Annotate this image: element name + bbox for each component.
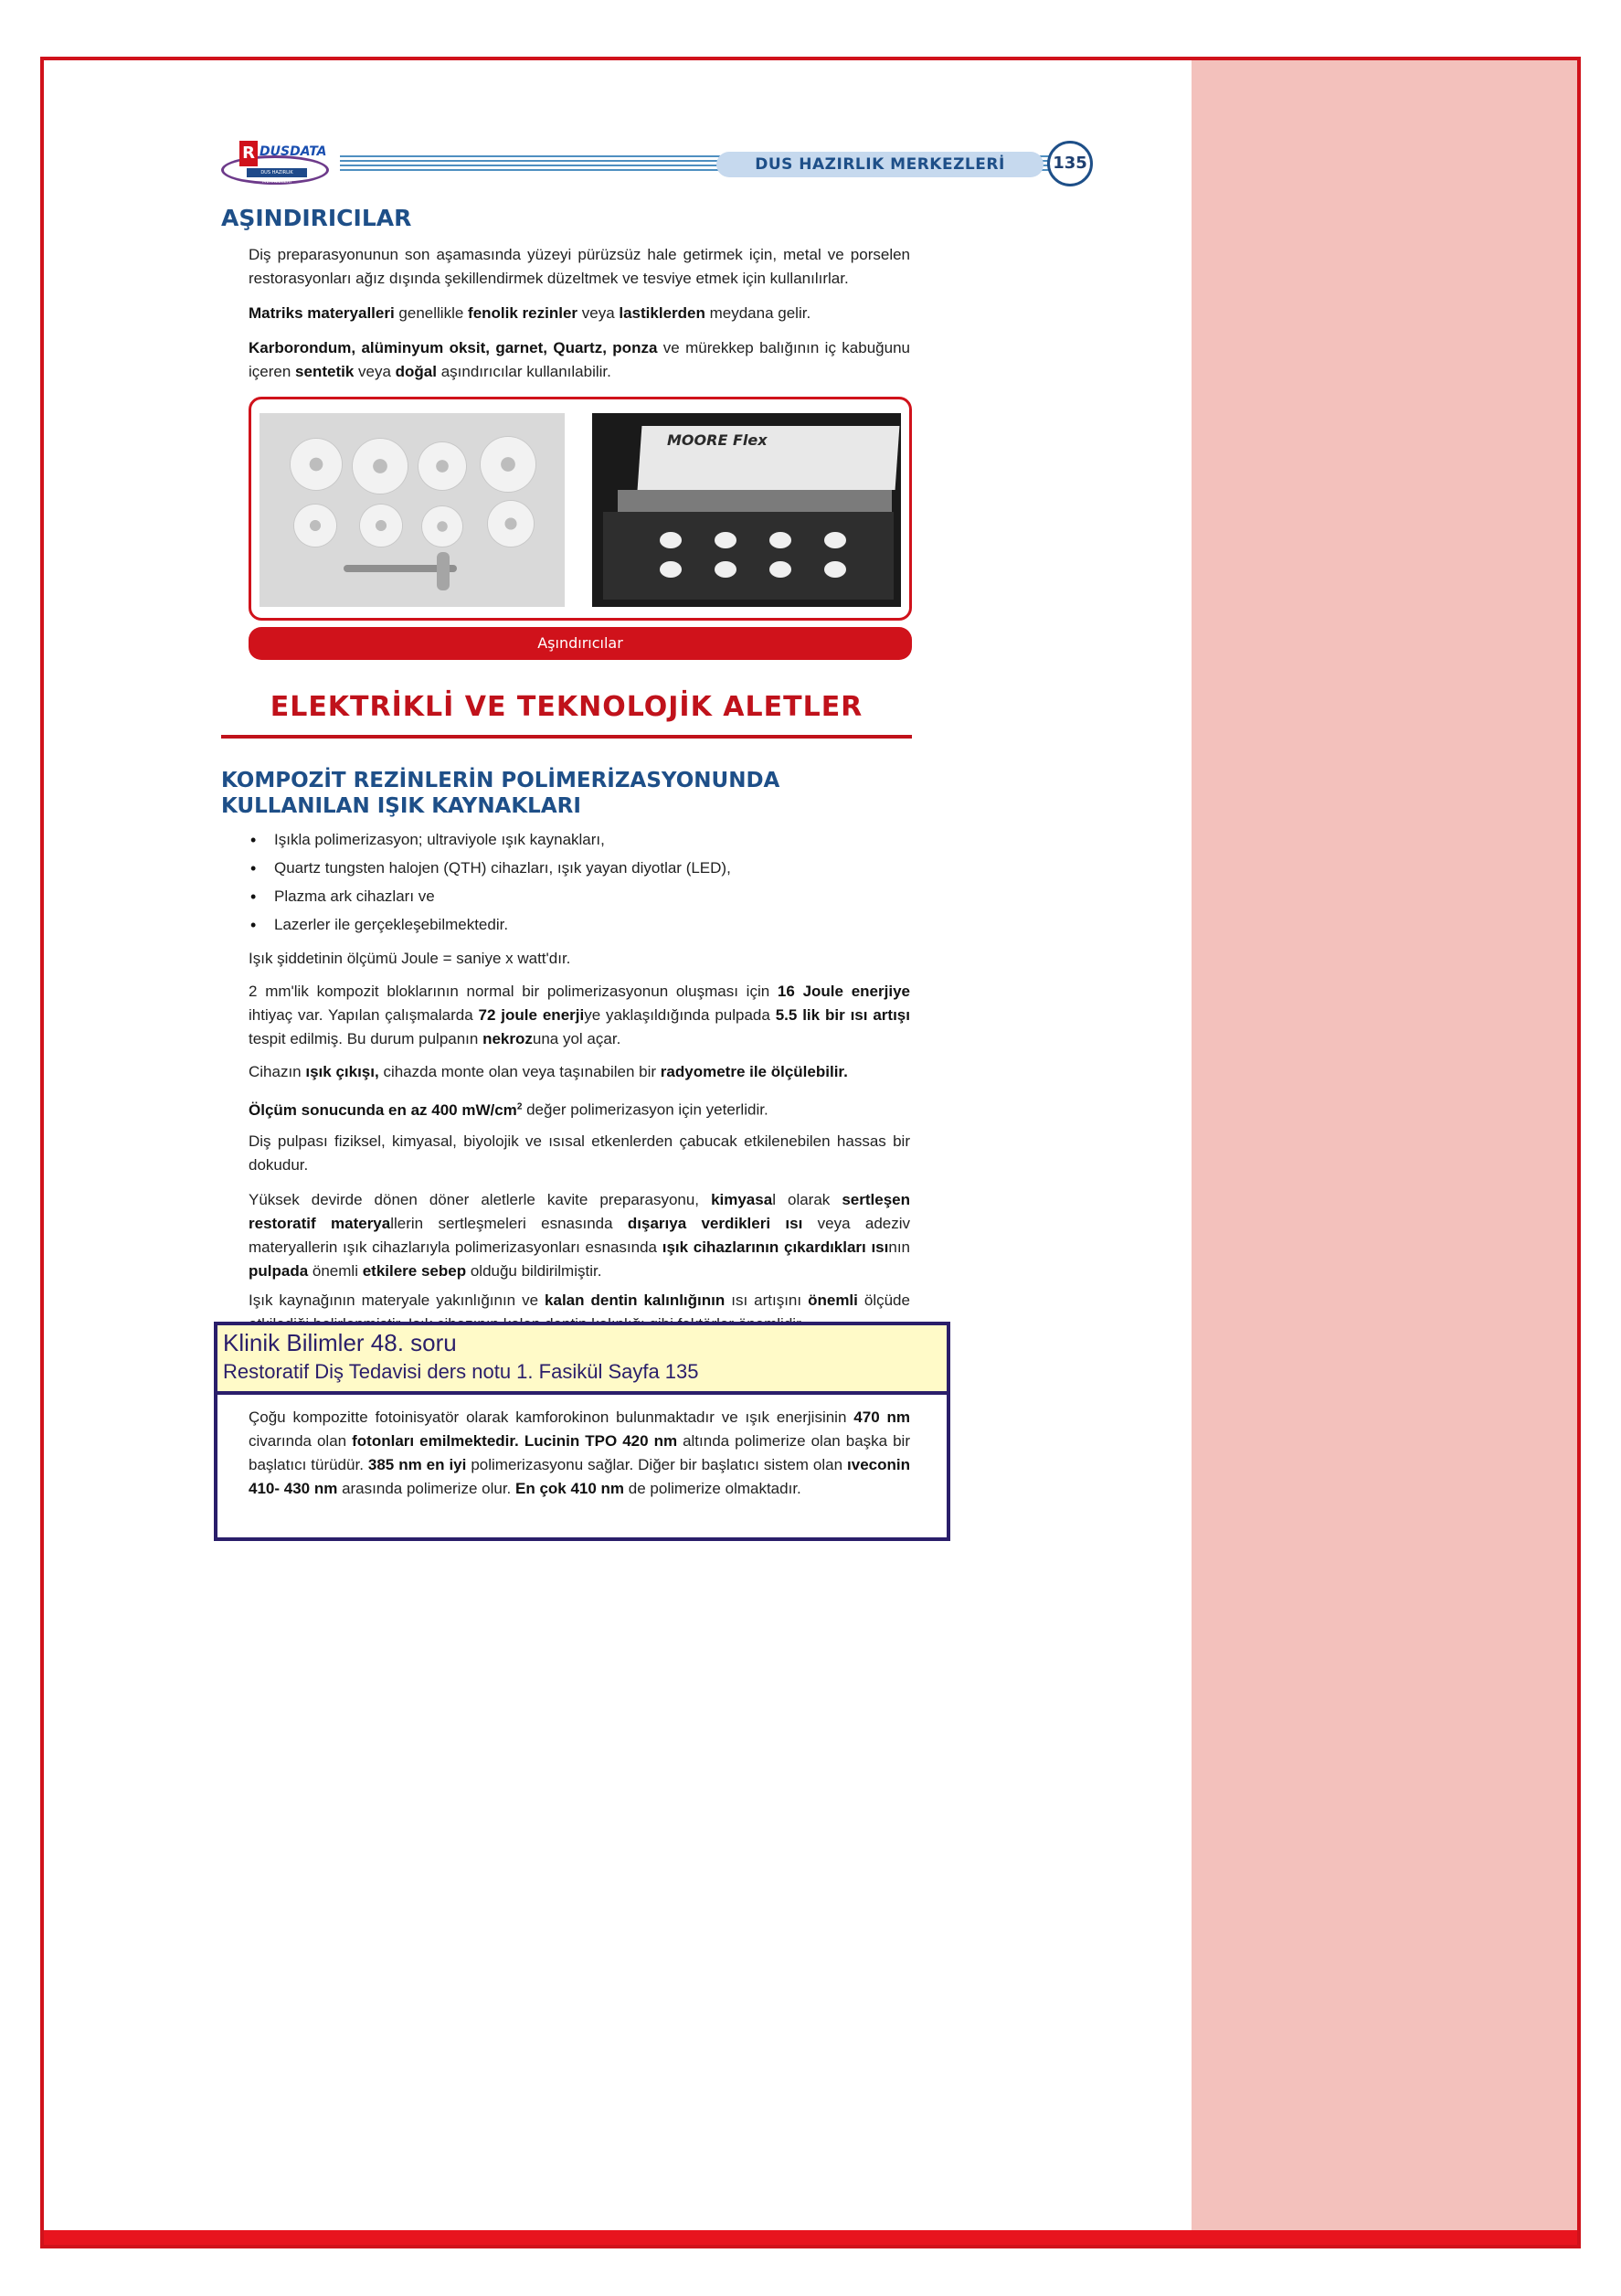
figure-caption: Aşındırıcılar [249,627,912,660]
question-answer-text: Çoğu kompozitte fotoinisyatör olarak kamforokinon bulunmaktadır ve ışık enerjisinin 470 nm civarında olan fotonları emilmektedir. Lucinin TPO 420 nm altında polimerize olan başka bir başlatıcı türüdür. 385 nm en iyi polimerizasyonu sağlar. Diğer bir başlatıcı sistem olan ıveconin 410- 430 nm arasında polimerize olur. En çok 410 nm de polimerize olmaktadır. [249,1408,911,1497]
paragraph: Işık kaynağının materyale yakınlığının ve kalan dentin kalınlığının ısı artışını önemli ölçüde [249,1292,910,1309]
list-item: • Plazma ark cihazları ve [274,885,936,913]
list-item: • Quartz tungsten halojen (QTH) cihazları, ışık yayan diyotlar (LED), [274,856,936,885]
logo-text: DUSDATA [260,144,327,159]
paragraph: Matriks materyalleri genellikle fenolik rezinler veya lastiklerden meydana gelir. [249,304,811,322]
subsection-title-line: KULLANILAN IŞIK KAYNAKLARI [221,794,581,818]
logo-subtitle: DUS HAZIRLIK MERKEZLERİ [247,168,307,177]
disc [824,561,846,578]
disc [488,501,534,547]
page-number: 135 [1047,141,1093,186]
paragraph: 2 mm'lik kompozit bloklarının normal bir polimerizasyonun oluşması için 16 Joule enerjiye ihtiyaç var. Yapılan çalışmalarda 72 joule enerjiye yaklaşıldığında pulpada 5.5 lik bir ısı artışı tespit edilmiş. Bu durum pulpanın nekrozuna yol açar. [249,983,910,1047]
disc [824,532,846,548]
disc [481,437,535,492]
disc [660,532,682,548]
section-title-asindiricilar: AŞINDIRICILAR [221,205,412,231]
question-title: Klinik Bilimler 48. soru [223,1329,457,1356]
chapter-title: ELEKTRİKLİ VE TEKNOLOJİK ALETLER [270,691,863,723]
paragraph: Diş preparasyonunun son aşamasında yüzeyi pürüzsüz hale getirmek için, metal ve porselen restorasyonları ağız dışında şekillendirmek düzeltmek ve tesviye etmek için kullanılırlar. [249,246,910,287]
disc [422,506,462,547]
bottom-bar [44,2230,1577,2245]
list-item: • Işıkla polimerizasyon; ultraviyole ışık kaynakları, [274,828,936,856]
mandrel-head [437,552,450,590]
question-source: Restoratif Diş Tedavisi ders notu 1. Fasikül Sayfa 135 [223,1360,699,1383]
paragraph: Yüksek devirde dönen döner aletlerle kavite preparasyonu, kimyasal olarak sertleşen restoratif materyallerin sertleşmeleri esnasında dışarıya verdikleri ısı veya adeziv materyallerin ışık cihazlarıyla polimerizasyonları esnasında ışık cihazlarının çıkardıkları ısının pulpada önemli etkilere sebep olduğu bildirilmiştir. [249,1191,911,1280]
paragraph: Diş pulpası fiziksel, kimyasal, biyolojik ve ısısal etkenlerden çabucak etkilenebilen hassas bir dokudur. [249,1132,910,1174]
disc [660,561,682,578]
paragraph: Cihazın ışık çıkışı, cihazda monte olan veya taşınabilen bir radyometre ile ölçülebilir. [249,1063,848,1080]
header-label: DUS HAZIRLIK MERKEZLERİ [716,152,1044,177]
bullet-list [249,828,936,941]
list-item: • Lazerler ile gerçekleşebilmektedir. [274,913,936,941]
disc [360,505,402,547]
dusdata-logo [219,137,334,190]
subsection-title [221,768,779,819]
disc [291,439,342,490]
side-panel [1192,60,1577,2245]
kit-tray [603,512,894,600]
paragraph: Karborondum, alüminyum oksit, garnet, Quartz, ponza ve mürekkep balığının iç kabuğunu içeren sentetik veya doğal aşındırıcılar kullanılabilir. [249,339,910,380]
disc [418,442,466,490]
disc [294,505,336,547]
disc [353,439,408,494]
paragraph: Işık şiddetinin ölçümü Joule = saniye x watt'dır. [249,950,571,967]
paragraph: Ölçüm sonucunda en az 400 $mW/cm^2$ değer polimerizasyon için yeterlidir. [249,1100,768,1119]
kit-box-label: MOORE Flex [667,431,768,449]
title-rule [221,735,912,739]
logo-letter: R [239,141,258,166]
disc [715,532,736,548]
disc [769,532,791,548]
subsection-title-line: KOMPOZİT REZİNLERİN POLİMERİZASYONUNDA [221,769,780,792]
disc [769,561,791,578]
disc [715,561,736,578]
